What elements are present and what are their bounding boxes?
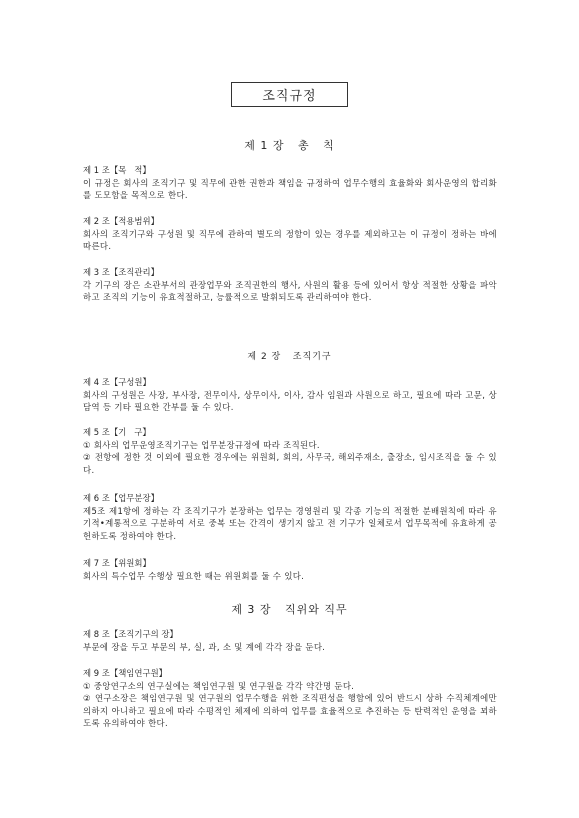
article-text: ① 중앙연구소의 연구실에는 책임연구원 및 연구원을 각각 약간명 둔다.	[83, 680, 355, 691]
article-6	[83, 492, 497, 542]
article-8	[83, 628, 497, 653]
article-9	[83, 667, 497, 730]
article-text: 부문에 장을 두고 부문의 부, 실, 과, 소 및 계에 각각 장을 둔다.	[83, 641, 326, 652]
article-3	[83, 266, 497, 304]
article-text: 이 규정은 회사의 조직기구 및 직무에 관한 권한과 책임을 규정하여 업무수행의 효율화와 회사운영의 합리화를 도모함을 목적으로 한다.	[83, 177, 497, 200]
chapter-3-title: 제 3 장 직위와 직무	[231, 603, 348, 616]
article-heading: 제 7 조【위원회】	[83, 558, 151, 568]
article-7	[83, 557, 497, 582]
chapter-1-title: 제 1 장 총 칙	[244, 139, 335, 152]
document-title: 조직규정	[231, 82, 348, 107]
article-text: 회사의 구성원은 사장, 부사장, 전무이사, 상무이사, 이사, 감사 임원과 사원으로 하고, 필요에 따라 고문, 상담역 등 기타 필요한 간부를 둘 수 있다.	[83, 389, 497, 412]
article-text: ② 연구소장은 책임연구원 및 연구원의 업무수행을 위한 조직편성을 행함에 있어 반드시 상하 수직체계에만 의하지 아니하고 필요에 따라 수평적인 체제에 의하여 업무를 효율적으로 추진하는 등 탄력적인 운영을 꾀하도록 유의하여야 한다.	[83, 693, 497, 728]
article-heading: 제 1 조【목 적】	[83, 165, 151, 175]
article-heading: 제 5 조【기 구】	[83, 427, 151, 437]
article-1	[83, 164, 497, 202]
article-2	[83, 215, 497, 253]
article-4	[83, 376, 497, 414]
chapter-2-title: 제 2 장 조직기구	[247, 352, 332, 362]
article-text: 회사의 조직기구와 구성원 및 직무에 관하여 별도의 정함이 있는 경우를 제외하고는 이 규정이 정하는 바에 따른다.	[83, 228, 497, 251]
article-text: ① 회사의 업무운영조직기구는 업무분장규정에 따라 조직된다.	[83, 439, 320, 450]
article-heading: 제 3 조【조직관리】	[83, 267, 159, 277]
article-text: 회사의 특수업무 수행상 필요한 때는 위원회를 둘 수 있다.	[83, 570, 305, 581]
article-heading: 제 6 조【업무분장】	[83, 493, 159, 503]
article-heading: 제 4 조【구성원】	[83, 377, 151, 387]
article-heading: 제 2 조【적용범위】	[83, 216, 159, 226]
article-5	[83, 426, 497, 476]
article-heading: 제 9 조【책임연구원】	[83, 668, 168, 678]
article-text: 제5조 제1항에 정하는 각 조직기구가 분장하는 업무는 경영원리 및 각종 기능의 적절한 분배원칙에 따라 유기적•계통적으로 구분하여 서로 중복 또는 간격이 생기지 않고 전 기구가 일체로서 업무목적에 유효하게 공헌하도록 정하여야 한다.	[83, 505, 497, 541]
article-heading: 제 8 조【조직기구의 장】	[83, 629, 178, 639]
article-text: 각 기구의 장은 소관부서의 관장업무와 조직권한의 행사, 사원의 활용 등에 있어서 항상 적절한 상황을 파악하고 조직의 기능이 유효적절하고, 능률적으로 발휘되도록 관리하여야 한다.	[83, 279, 497, 302]
article-text: ② 전항에 정한 것 이외에 필요한 경우에는 위원회, 회의, 사무국, 해외주재소, 출장소, 임시조직을 둘 수 있다.	[83, 452, 497, 475]
